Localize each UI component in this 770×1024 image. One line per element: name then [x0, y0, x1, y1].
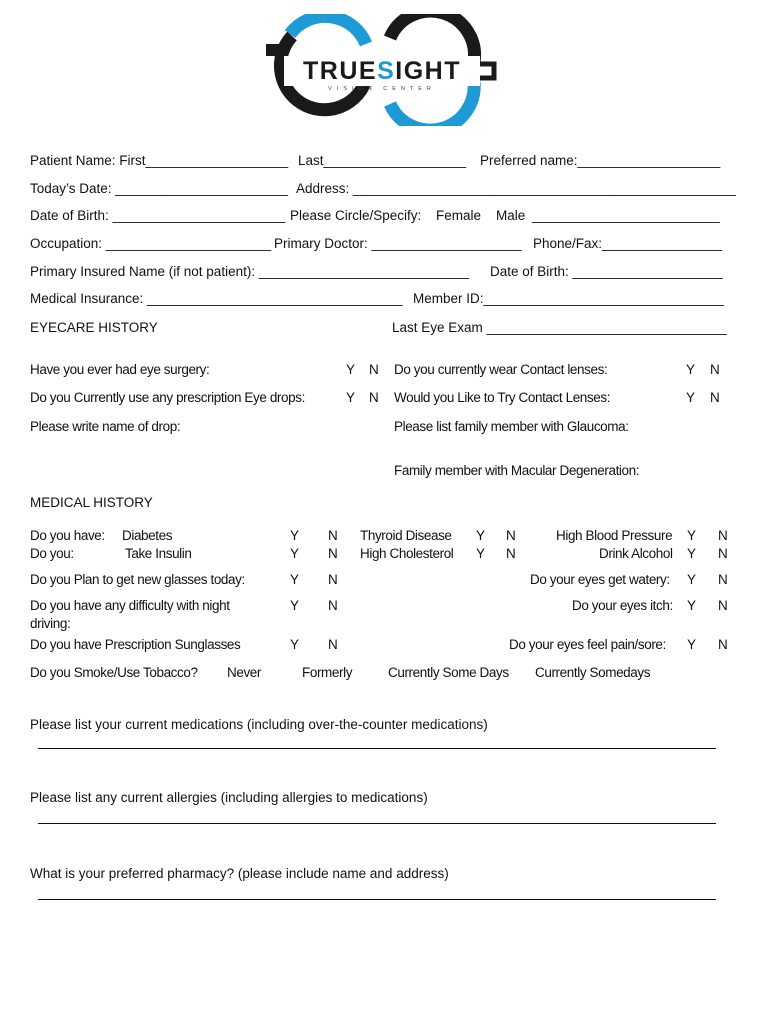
pharmacy-line[interactable]	[38, 899, 716, 900]
alcohol-yes[interactable]: Y	[687, 546, 697, 561]
blood-pressure-label: High Blood Pressure	[556, 528, 673, 543]
contact-lenses-yes[interactable]: Y	[686, 362, 696, 377]
cholesterol-label: High Cholesterol	[360, 546, 454, 561]
primary-doctor-field[interactable]: Primary Doctor: ____________________	[274, 236, 522, 251]
alcohol-no[interactable]: N	[718, 546, 728, 561]
itchy-eyes-no[interactable]: N	[718, 598, 728, 613]
phone-fax-field[interactable]: Phone/Fax:________________	[533, 236, 723, 251]
occupation-field[interactable]: Occupation: ______________________	[30, 236, 271, 251]
insulin-label: Take Insulin	[125, 546, 192, 561]
eye-drops-no[interactable]: N	[369, 390, 379, 405]
allergies-line[interactable]	[38, 823, 716, 824]
tobacco-some-days-option[interactable]: Currently Some Days	[388, 665, 509, 680]
gender-male-option[interactable]: Male	[496, 208, 526, 223]
truesight-logo	[262, 14, 502, 126]
diabetes-label: Diabetes	[122, 528, 173, 543]
insured-dob-field[interactable]: Date of Birth: ____________________	[490, 264, 723, 279]
itchy-eyes-yes[interactable]: Y	[687, 598, 697, 613]
do-you-label: Do you:	[30, 546, 74, 561]
macular-degeneration-prompt[interactable]: Family member with Macular Degeneration:	[394, 463, 640, 478]
preferred-name-field[interactable]: Preferred name:___________________	[480, 153, 721, 168]
primary-insured-name-field[interactable]: Primary Insured Name (if not patient): ____________________________	[30, 264, 470, 279]
contact-lenses-question: Do you currently wear Contact lenses:	[394, 362, 608, 377]
medical-insurance-field[interactable]: Medical Insurance: __________________________________	[30, 291, 403, 306]
glaucoma-family-prompt[interactable]: Please list family member with Glaucoma:	[394, 419, 629, 434]
watery-eyes-question: Do your eyes get watery:	[530, 572, 670, 587]
logo-tagline: VISION CENTER	[328, 86, 436, 92]
tobacco-somedays-option[interactable]: Currently Somedays	[535, 665, 651, 680]
cholesterol-yes[interactable]: Y	[476, 546, 486, 561]
contact-lenses-no[interactable]: N	[710, 362, 720, 377]
thyroid-yes[interactable]: Y	[476, 528, 486, 543]
try-contacts-yes[interactable]: Y	[686, 390, 696, 405]
allergies-prompt: Please list any current allergies (including allergies to medications)	[30, 790, 428, 805]
last-eye-exam-field[interactable]: Last Eye Exam ________________________________	[392, 320, 727, 335]
try-contacts-no[interactable]: N	[710, 390, 720, 405]
eye-pain-yes[interactable]: Y	[687, 637, 697, 652]
sunglasses-yes[interactable]: Y	[290, 637, 300, 652]
sunglasses-question: Do you have Prescription Sunglasses	[30, 637, 241, 652]
insulin-no[interactable]: N	[328, 546, 338, 561]
medications-prompt: Please list your current medications (including over-the-counter medications)	[30, 717, 488, 732]
gender-prompt: Please Circle/Specify:	[290, 208, 422, 223]
night-driving-yes[interactable]: Y	[290, 598, 300, 613]
blood-pressure-yes[interactable]: Y	[687, 528, 697, 543]
eye-surgery-yes[interactable]: Y	[346, 362, 356, 377]
night-driving-question-cont: driving:	[30, 616, 71, 631]
member-id-field[interactable]: Member ID:________________________________	[413, 291, 724, 306]
patient-first-name-field[interactable]: Patient Name: First___________________	[30, 153, 289, 168]
date-of-birth-field[interactable]: Date of Birth: _______________________	[30, 208, 286, 223]
eye-surgery-no[interactable]: N	[369, 362, 379, 377]
night-driving-question: Do you have any difficulty with night	[30, 598, 230, 613]
eye-pain-question: Do your eyes feel pain/sore:	[509, 637, 666, 652]
gender-specify-field[interactable]: _________________________	[532, 208, 720, 223]
drop-name-prompt[interactable]: Please write name of drop:	[30, 419, 181, 434]
new-glasses-yes[interactable]: Y	[290, 572, 300, 587]
sunglasses-no[interactable]: N	[328, 637, 338, 652]
alcohol-label: Drink Alcohol	[599, 546, 673, 561]
new-glasses-no[interactable]: N	[328, 572, 338, 587]
eye-drops-question: Do you Currently use any prescription Eye drops:	[30, 390, 305, 405]
tobacco-never-option[interactable]: Never	[227, 665, 262, 680]
try-contacts-question: Would you Like to Try Contact Lenses:	[394, 390, 611, 405]
medical-history-heading: MEDICAL HISTORY	[30, 495, 153, 510]
diabetes-no[interactable]: N	[328, 528, 338, 543]
eyecare-history-heading: EYECARE HISTORY	[30, 320, 158, 335]
address-field[interactable]: Address: ___________________________________________________	[296, 181, 736, 196]
new-glasses-question: Do you Plan to get new glasses today:	[30, 572, 245, 587]
pharmacy-prompt: What is your preferred pharmacy? (please include name and address)	[30, 866, 449, 881]
eye-pain-no[interactable]: N	[718, 637, 728, 652]
watery-eyes-yes[interactable]: Y	[687, 572, 697, 587]
night-driving-no[interactable]: N	[328, 598, 338, 613]
medications-line[interactable]	[38, 748, 716, 749]
blood-pressure-no[interactable]: N	[718, 528, 728, 543]
itchy-eyes-question: Do your eyes itch:	[572, 598, 673, 613]
eye-surgery-question: Have you ever had eye surgery:	[30, 362, 210, 377]
todays-date-field[interactable]: Today’s Date: _______________________	[30, 181, 288, 196]
insulin-yes[interactable]: Y	[290, 546, 300, 561]
logo-wordmark: TRUESIGHT	[303, 57, 461, 85]
thyroid-no[interactable]: N	[506, 528, 516, 543]
cholesterol-no[interactable]: N	[506, 546, 516, 561]
patient-last-name-field[interactable]: Last___________________	[298, 153, 467, 168]
tobacco-formerly-option[interactable]: Formerly	[302, 665, 353, 680]
diabetes-yes[interactable]: Y	[290, 528, 300, 543]
tobacco-question: Do you Smoke/Use Tobacco?	[30, 665, 198, 680]
watery-eyes-no[interactable]: N	[718, 572, 728, 587]
eye-drops-yes[interactable]: Y	[346, 390, 356, 405]
gender-female-option[interactable]: Female	[436, 208, 482, 223]
do-you-have-label: Do you have:	[30, 528, 105, 543]
thyroid-label: Thyroid Disease	[360, 528, 452, 543]
